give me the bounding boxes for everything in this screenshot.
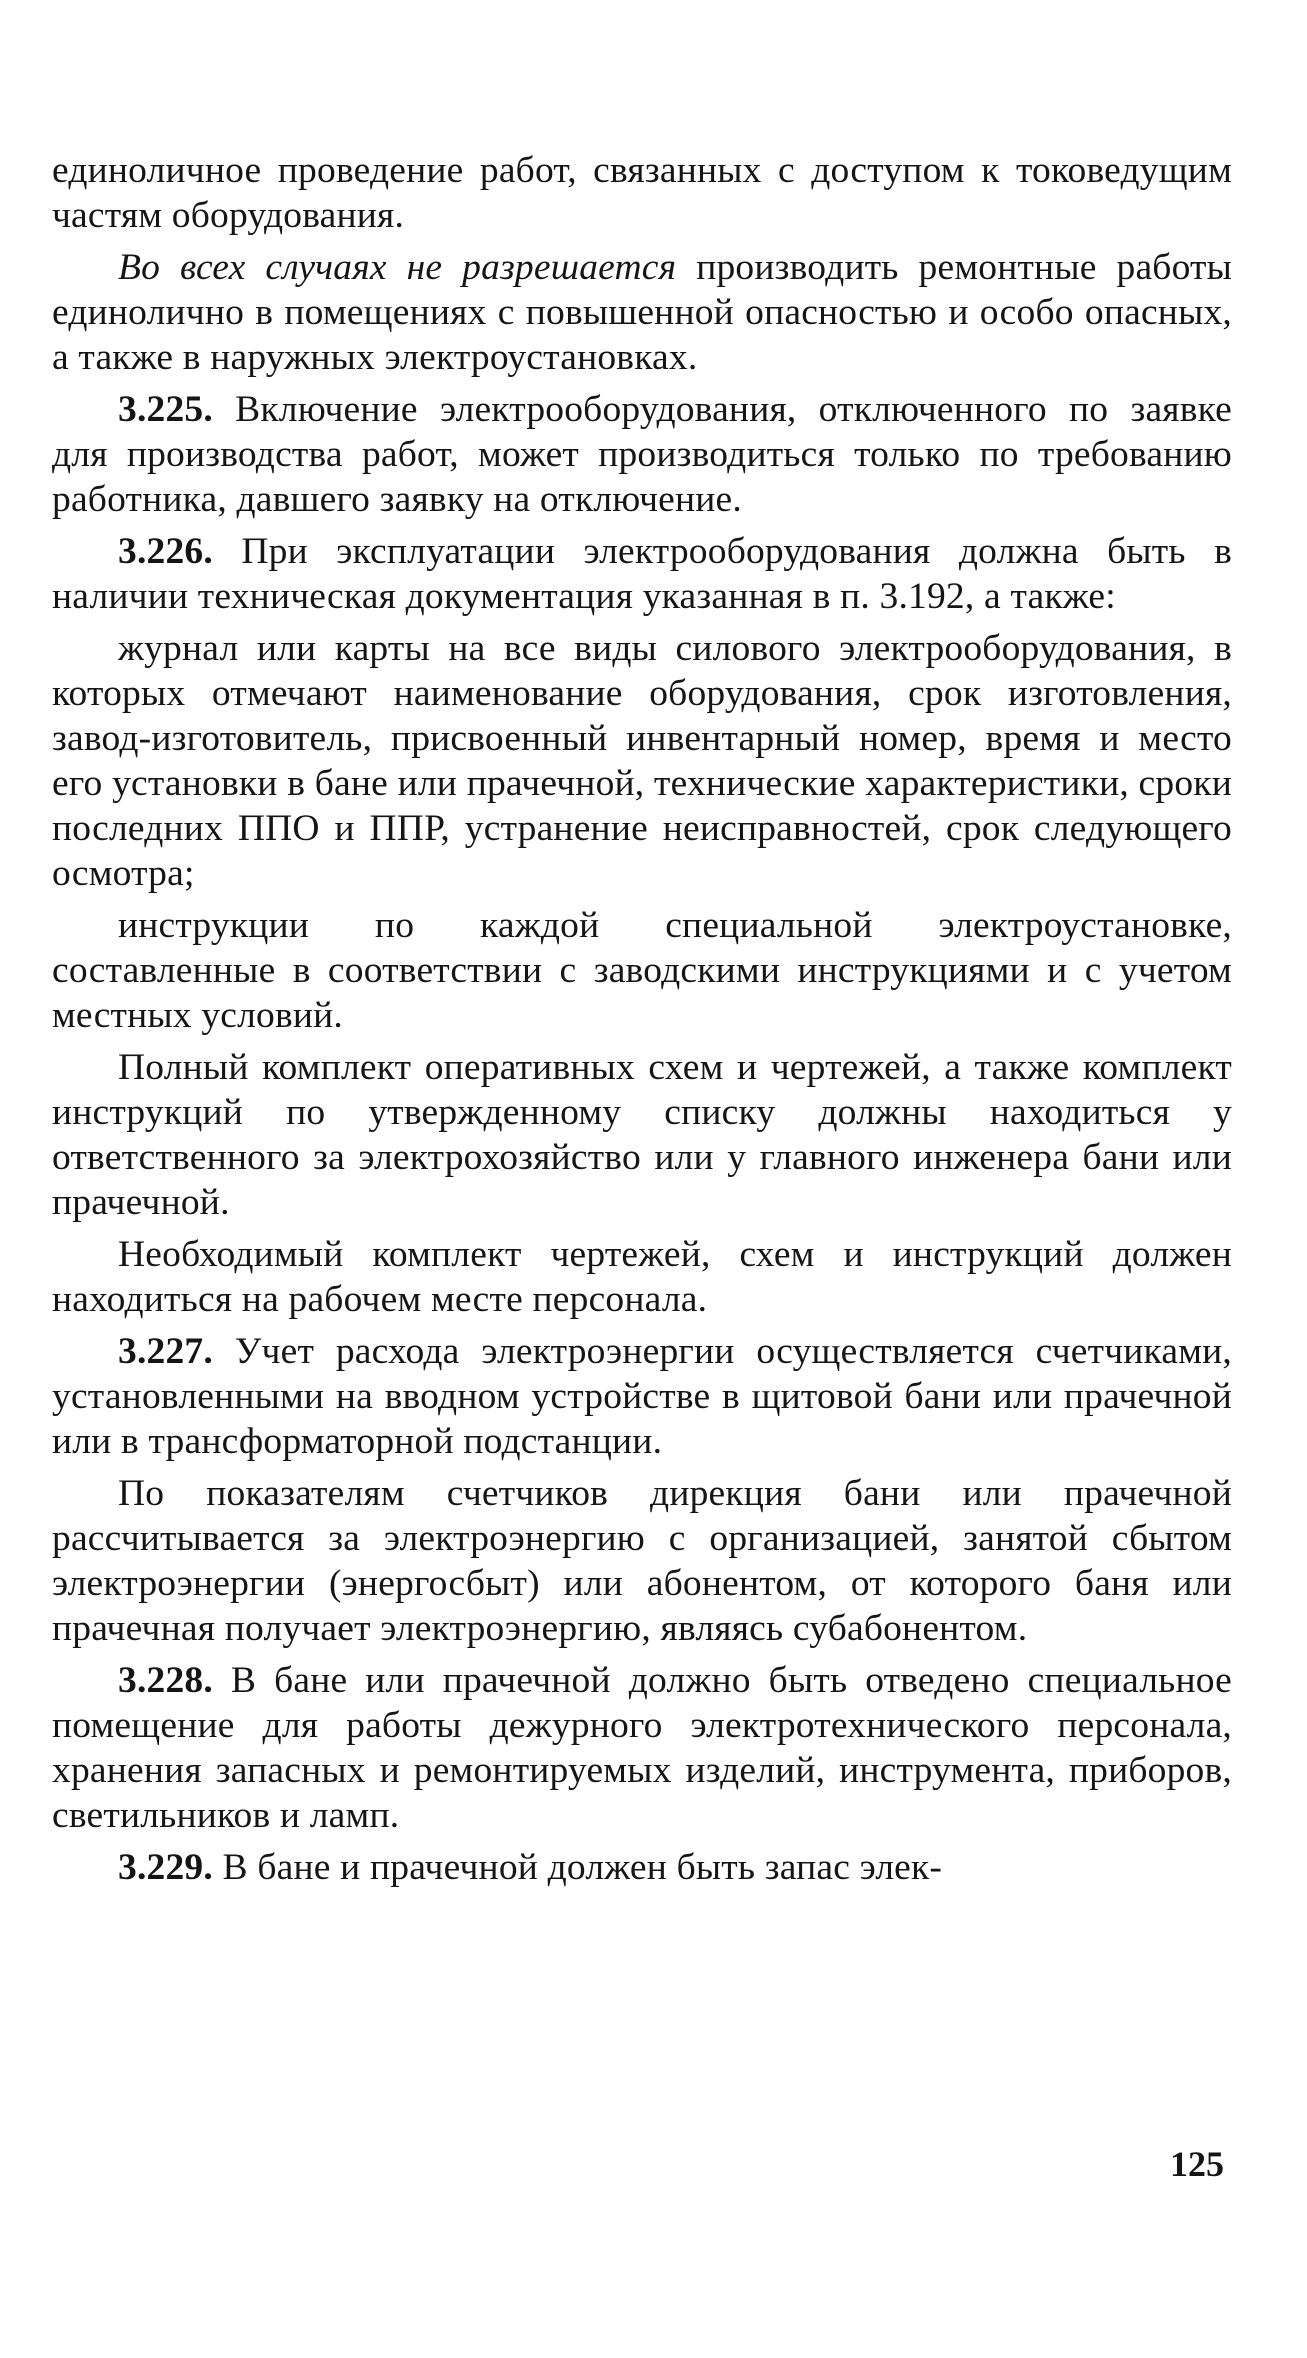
body-text [52,148,1232,1897]
paragraph-text: В бане или прачечной должно быть отведено специальное помещение для работы дежурного электротехнического персонала, хранения запасных и ремонтируемых изделий, инструмента, приборов, светильников и ламп. [52,1660,1232,1836]
section-number: 3.229. [118,1847,213,1888]
paragraph-text: Необходимый комплект чертежей, схем и инструкций должен находиться на рабочем месте персонала. [52,1234,1232,1320]
paragraph-meter-readings [52,1471,1232,1651]
paragraph-text: Полный комплект оперативных схем и чертежей, а также комплект инструкций по утвержденному списку должны находиться у ответственного за электрохозяйство или у главного инженера бани или прачечной. [52,1047,1232,1223]
paragraph-required-set [52,1232,1232,1322]
paragraph-3-225 [52,387,1232,522]
paragraph-text: единоличное проведение работ, связанных с доступом к токоведущим частям оборудования. [52,150,1232,236]
paragraph-text: Включение электрооборудования, отключенного по заявке для производства работ, может производиться только по требованию работника, давшего заявку на отключение. [52,389,1232,520]
paragraph-text: В бане и прачечной должен быть запас элек- [212,1847,943,1888]
paragraph-repair-restriction [52,245,1232,380]
paragraph-lead-italic: Во всех случаях не разрешается [118,247,677,288]
page-number: 125 [1170,2144,1224,2184]
paragraph-text: производить ремонтные работы единолично в помещениях с повышенной опасностью и особо опасных, а также в наружных электроустановках. [52,247,1233,378]
paragraph-instructions-list-item [52,903,1232,1038]
section-number: 3.225. [118,389,213,430]
section-number: 3.226. [118,531,213,572]
paragraph-text: Учет расхода электроэнергии осуществляется счетчиками, установленными на вводном устройстве в щитовой бани или прачечной или в трансформаторной подстанции. [52,1331,1232,1462]
section-number: 3.227. [118,1331,213,1372]
paragraph-journal-list-item [52,626,1232,896]
paragraph-3-228 [52,1658,1232,1838]
paragraph-3-226 [52,529,1232,619]
paragraph-3-229 [52,1845,1232,1890]
paragraph-continuation [52,148,1232,238]
paragraph-full-set [52,1045,1232,1225]
paragraph-3-227 [52,1329,1232,1464]
paragraph-text: При эксплуатации электрооборудования должна быть в наличии техническая документация указанная в п. 3.192, а также: [52,531,1232,617]
paragraph-text: По показателям счетчиков дирекция бани или прачечной рассчитывается за электроэнергию с организацией, занятой сбытом электроэнергии (энергосбыт) или абонентом, от которого баня или прачечная получает электроэнергию, являясь субабонентом. [52,1473,1232,1649]
section-number: 3.228. [118,1660,213,1701]
paragraph-text: журнал или карты на все виды силового электрооборудования, в которых отмечают наименование оборудования, срок изготовления, завод-изготовитель, присвоенный инвентарный номер, время и место его установки в бане или прачечной, технические характеристики, сроки последних ППО и ППР, устранение неисправностей, срок следующего осмотра; [52,628,1232,894]
paragraph-text: инструкции по каждой специальной электроустановке, составленные в соответствии с заводскими инструкциями и с учетом местных условий. [52,905,1232,1036]
